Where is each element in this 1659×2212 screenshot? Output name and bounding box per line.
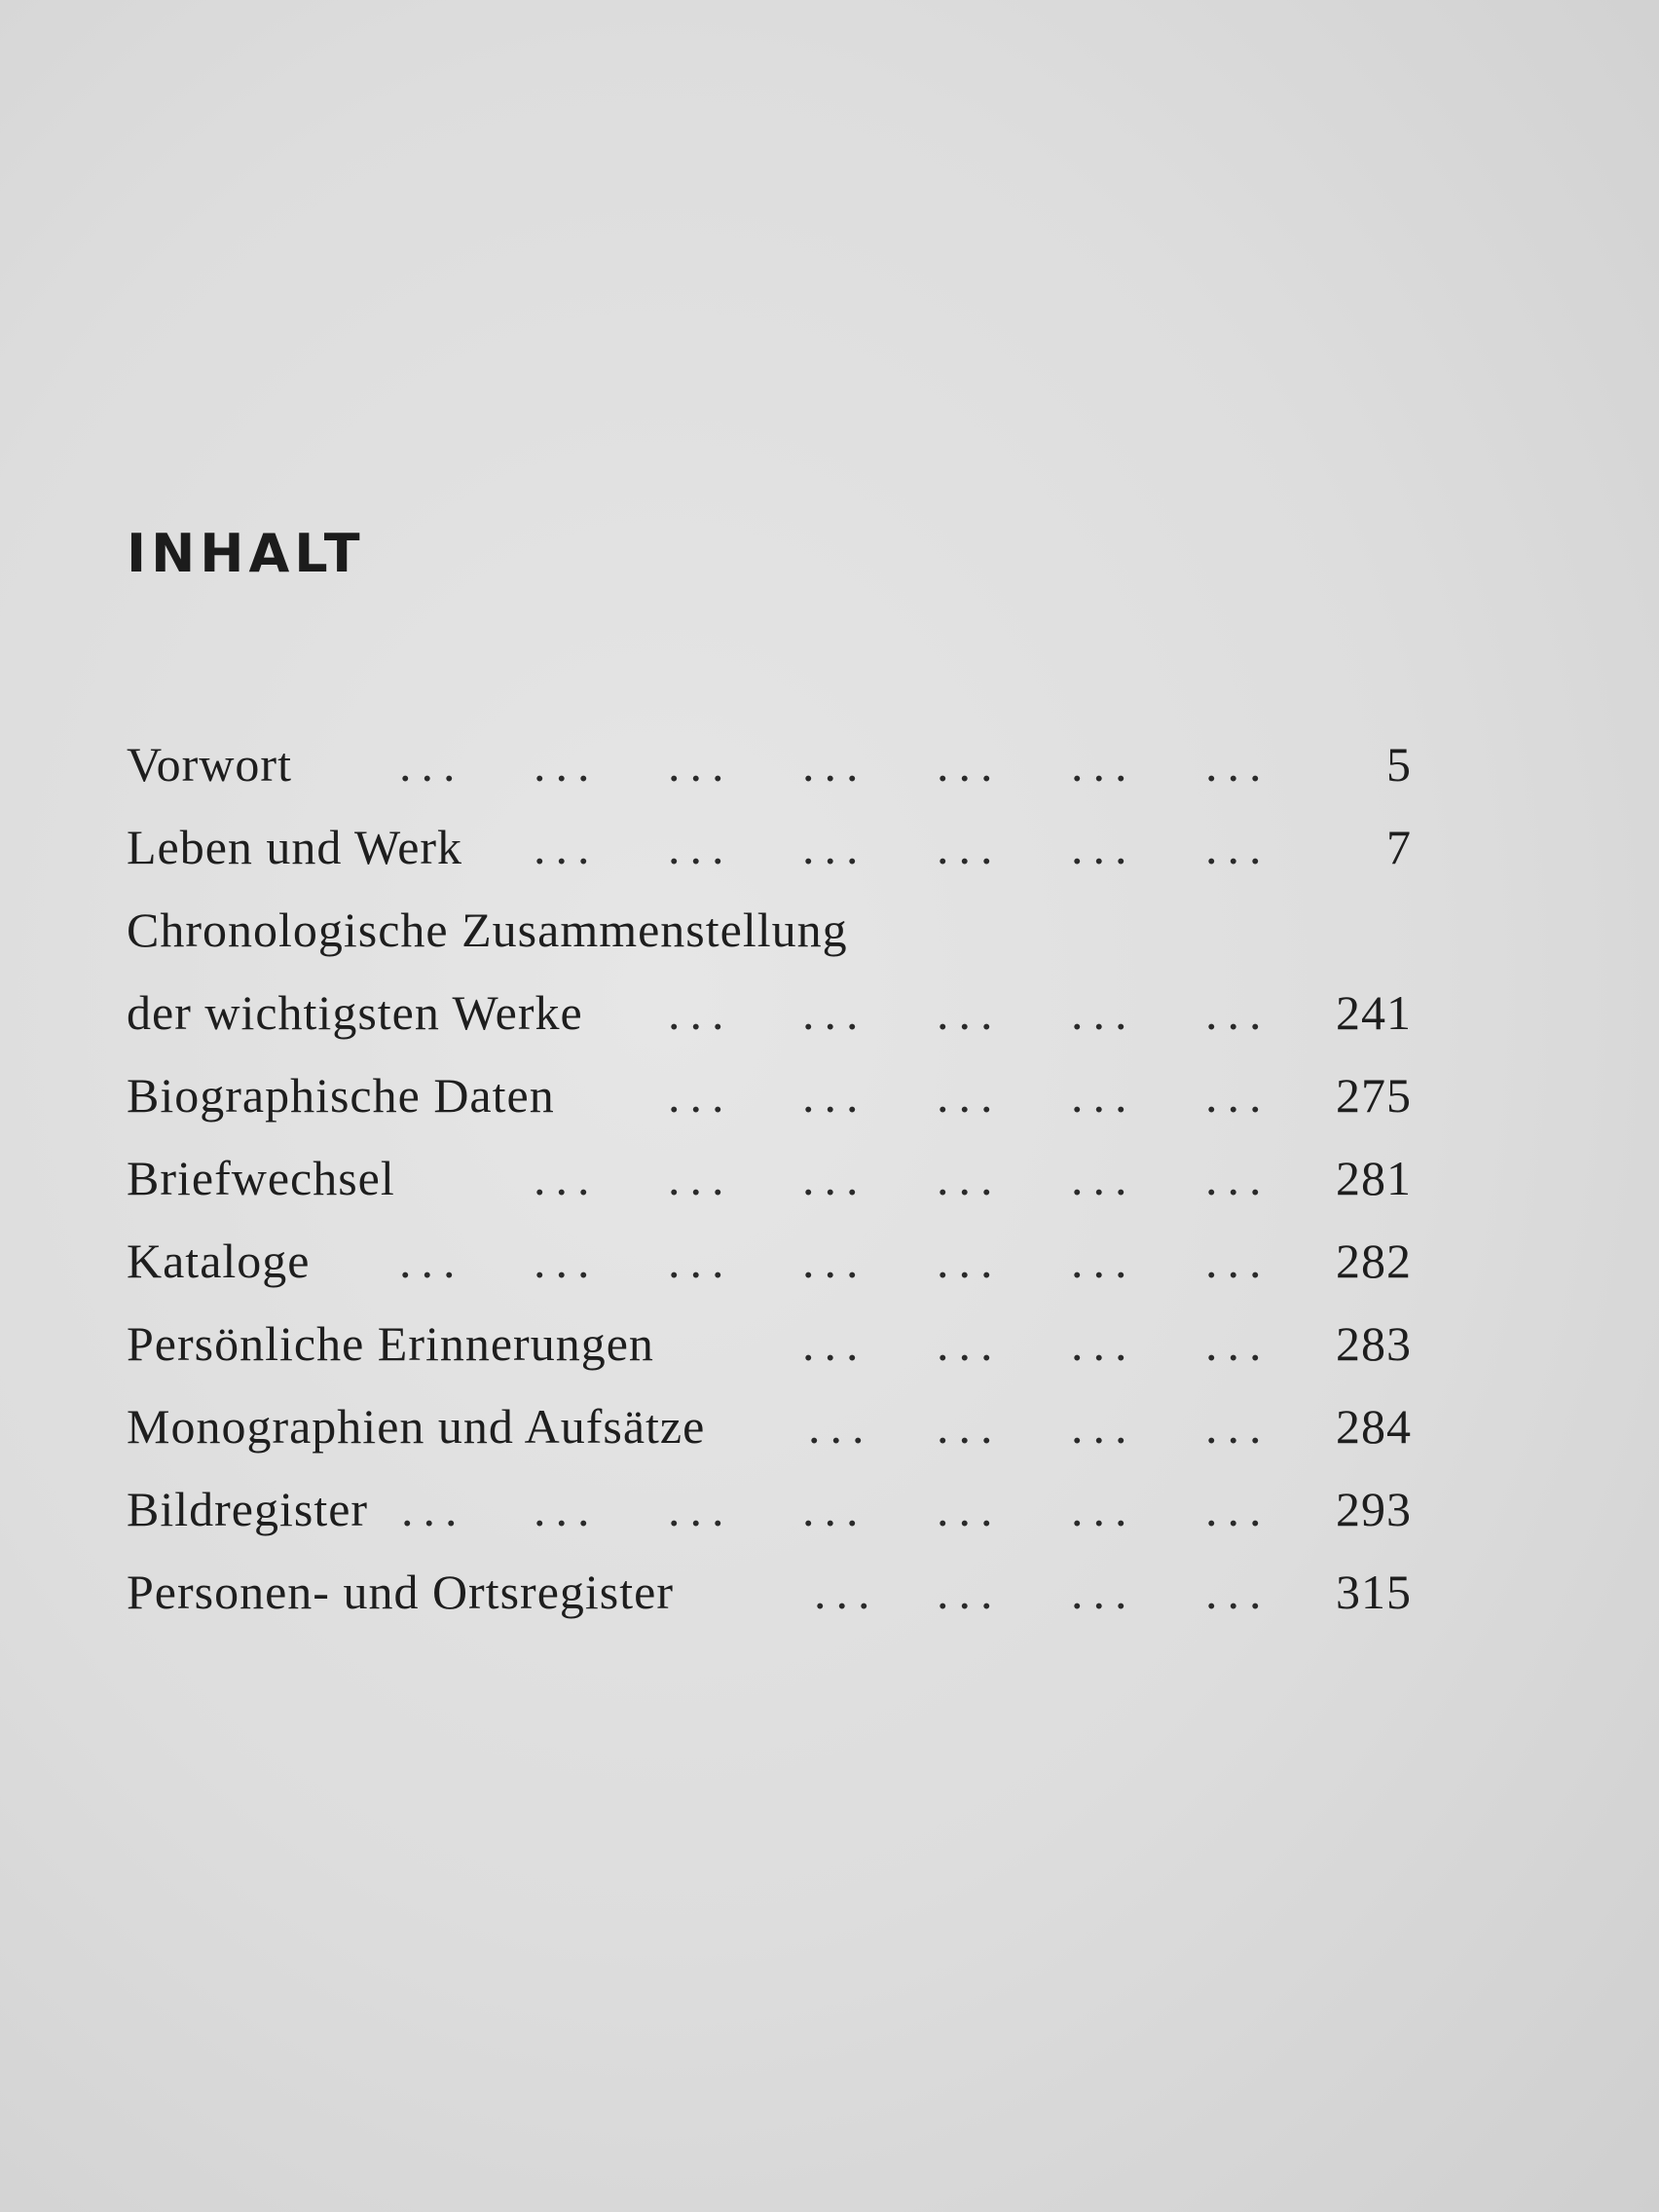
- leader-dots: ...: [1071, 1565, 1137, 1619]
- leader-dots: ...: [534, 737, 600, 792]
- leader-dots: ...: [937, 737, 1003, 792]
- dot-leader: [127, 1558, 1285, 1626]
- leader-dots: ...: [1205, 820, 1272, 874]
- leader-dots: ...: [802, 985, 868, 1040]
- leader-dots: ...: [937, 1482, 1003, 1536]
- leader-dots: ...: [1205, 985, 1272, 1040]
- toc-entry-kataloge: [127, 1227, 1412, 1295]
- dot-leader: [127, 1227, 1285, 1295]
- toc-page-number: 293: [1336, 1482, 1412, 1536]
- leader-dots: ...: [937, 1068, 1003, 1123]
- leader-dots: ...: [668, 1482, 734, 1536]
- dot-leader: [127, 978, 1285, 1047]
- leader-dots: ...: [1071, 1399, 1137, 1454]
- toc-entry-personen-und-ortsregister: [127, 1558, 1412, 1626]
- leader-dots: ...: [937, 1234, 1003, 1288]
- leader-dots: ...: [814, 1565, 880, 1619]
- dot-leader: [127, 730, 1285, 798]
- leader-dots: ...: [1205, 1151, 1272, 1205]
- leader-dots: ...: [1205, 1399, 1272, 1454]
- toc-entry-title: Briefwechsel: [127, 1151, 395, 1205]
- toc-entry-title: Persönliche Erinnerungen: [127, 1316, 654, 1371]
- leader-dots: ...: [802, 820, 868, 874]
- dot-leader: [127, 1475, 1285, 1543]
- toc-entry-title: Vorwort: [127, 737, 292, 792]
- leader-dots: ...: [1205, 1482, 1272, 1536]
- dot-leader: [127, 1144, 1285, 1212]
- toc-page-number: 275: [1336, 1068, 1412, 1123]
- leader-dots: ...: [1071, 1068, 1137, 1123]
- leader-dots: ...: [1205, 1068, 1272, 1123]
- leader-dots: ...: [937, 985, 1003, 1040]
- leader-dots: ...: [399, 737, 465, 792]
- leader-dots: ...: [401, 1482, 467, 1536]
- leader-dots: ...: [668, 820, 734, 874]
- leader-dots: ...: [668, 985, 734, 1040]
- leader-dots: ...: [668, 1151, 734, 1205]
- leader-dots: ...: [808, 1399, 874, 1454]
- toc-entry-title: Chronologische Zusammenstellung: [127, 903, 848, 957]
- leader-dots: ...: [1205, 1316, 1272, 1371]
- leader-dots: ...: [802, 1234, 868, 1288]
- toc-entry-briefwechsel: [127, 1144, 1412, 1212]
- dot-leader: [127, 813, 1285, 881]
- leader-dots: ...: [802, 1482, 868, 1536]
- leader-dots: ...: [802, 1316, 868, 1371]
- toc-page-number: 284: [1336, 1399, 1412, 1454]
- leader-dots: ...: [1071, 1316, 1137, 1371]
- leader-dots: ...: [1205, 737, 1272, 792]
- dot-leader: [127, 1392, 1285, 1460]
- leader-dots: ...: [534, 1482, 600, 1536]
- toc-entry-persoenliche-erinnerungen: [127, 1309, 1412, 1378]
- leader-dots: ...: [534, 1234, 600, 1288]
- leader-dots: ...: [1071, 1482, 1137, 1536]
- toc-entry-vorwort: [127, 730, 1412, 798]
- leader-dots: ...: [802, 1068, 868, 1123]
- toc-page-number: 315: [1336, 1565, 1412, 1619]
- leader-dots: ...: [1205, 1234, 1272, 1288]
- toc-entry-title: Kataloge: [127, 1234, 311, 1288]
- page-title: INHALT: [127, 523, 365, 584]
- leader-dots: ...: [534, 820, 600, 874]
- leader-dots: ...: [937, 1565, 1003, 1619]
- leader-dots: ...: [1071, 820, 1137, 874]
- toc-page-number: 7: [1386, 820, 1412, 874]
- toc-entry-monographien-und-aufsaetze: [127, 1392, 1412, 1460]
- leader-dots: ...: [1071, 1234, 1137, 1288]
- leader-dots: ...: [937, 1151, 1003, 1205]
- toc-page-number: 283: [1336, 1316, 1412, 1371]
- toc-page-number: 241: [1336, 985, 1412, 1040]
- toc-page-number: 5: [1386, 737, 1412, 792]
- toc-entry-title: Leben und Werk: [127, 820, 463, 874]
- toc-entry-biographische-daten: [127, 1061, 1412, 1129]
- leader-dots: ...: [668, 1068, 734, 1123]
- leader-dots: ...: [399, 1234, 465, 1288]
- toc-entry-title: der wichtigsten Werke: [127, 985, 583, 1040]
- toc-page-number: 281: [1336, 1151, 1412, 1205]
- toc-entry-title: Personen- und Ortsregister: [127, 1565, 674, 1619]
- toc-entry-wichtigsten-werke: [127, 978, 1412, 1047]
- toc-entry-leben-und-werk: [127, 813, 1412, 881]
- dot-leader: [127, 1061, 1285, 1129]
- leader-dots: ...: [1071, 985, 1137, 1040]
- leader-dots: ...: [668, 737, 734, 792]
- toc-entry-title: Bildregister: [127, 1482, 369, 1536]
- leader-dots: ...: [937, 820, 1003, 874]
- leader-dots: ...: [668, 1234, 734, 1288]
- leader-dots: ...: [534, 1151, 600, 1205]
- leader-dots: ...: [1071, 1151, 1137, 1205]
- toc-entry-bildregister: [127, 1475, 1412, 1543]
- dot-leader: [127, 1309, 1285, 1378]
- leader-dots: ...: [1205, 1565, 1272, 1619]
- toc-entry-title: Biographische Daten: [127, 1068, 555, 1123]
- leader-dots: ...: [802, 737, 868, 792]
- leader-dots: ...: [802, 1151, 868, 1205]
- toc-entry-chronologische-zusammenstellung: [127, 896, 1412, 964]
- leader-dots: ...: [1071, 737, 1137, 792]
- leader-dots: ...: [937, 1399, 1003, 1454]
- toc-page-number: 282: [1336, 1234, 1412, 1288]
- toc-entry-title: Monographien und Aufsätze: [127, 1399, 706, 1454]
- leader-dots: ...: [937, 1316, 1003, 1371]
